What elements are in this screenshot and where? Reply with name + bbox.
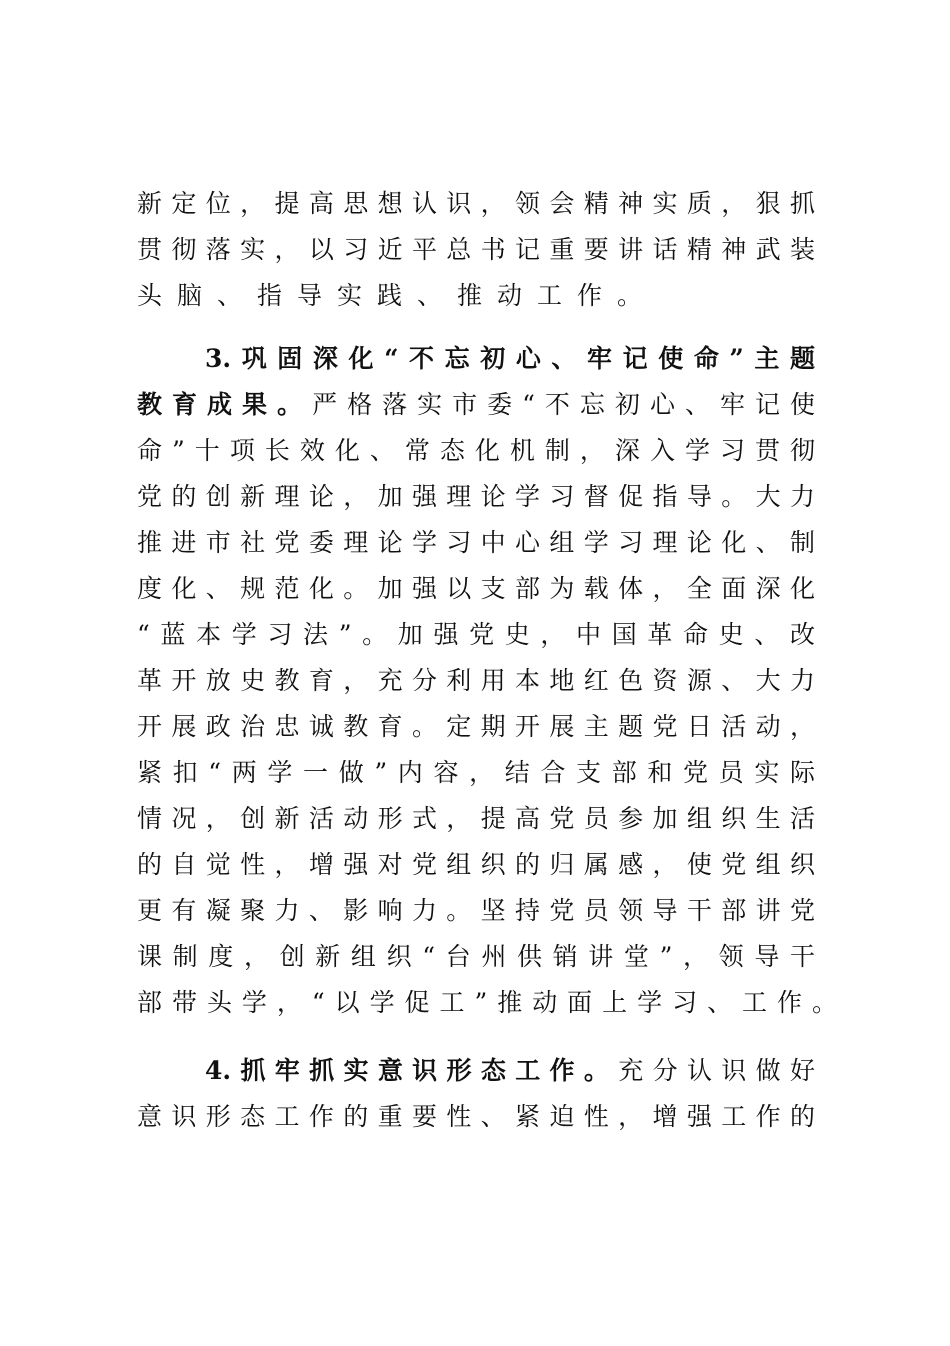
section-heading-4: 4.抓牢抓实意识形态工作。 (205, 1056, 619, 1085)
paragraph-2 (137, 336, 837, 1026)
text-line: 度化、规范化。加强以支部为载体，全面深化 (137, 574, 815, 603)
text-line: 头脑、指导实践、推动工作。 (137, 281, 658, 310)
text-line (137, 382, 815, 428)
text-line (137, 1048, 815, 1094)
text-line: “蓝本学习法”。加强党史，中国革命史、改 (137, 620, 815, 649)
text-line: 革开放史教育，充分利用本地红色资源、大力 (137, 666, 815, 695)
section-heading-3: 3.巩固深化“不忘初心、牢记使命”主题 (205, 344, 815, 373)
text-line: 贯彻落实，以习近平总书记重要讲话精神武装 (137, 235, 815, 264)
text-span: 严格落实市委“不忘初心、牢记使 (312, 390, 815, 419)
text-span: 充分认识做好 (618, 1056, 815, 1085)
text-line: 的自觉性，增强对党组织的归属感，使党组织 (137, 850, 815, 879)
text-line: 党的创新理论，加强理论学习督促指导。大力 (137, 482, 815, 511)
paragraph-1 (137, 181, 815, 319)
paragraph-3 (137, 1048, 815, 1140)
text-line: 推进市社党委理论学习中心组学习理论化、制 (137, 528, 815, 557)
text-line: 新定位，提高思想认识，领会精神实质，狠抓 (137, 189, 815, 218)
text-line: 课制度，创新组织“台州供销讲堂”，领导干 (137, 942, 815, 971)
text-line: 开展政治忠诚教育。定期开展主题党日活动， (137, 712, 815, 741)
text-line: 意识形态工作的重要性、紧迫性，增强工作的 (137, 1102, 815, 1131)
section-heading-3-continued: 教育成果。 (137, 390, 313, 419)
text-line: 紧扣“两学一做”内容，结合支部和党员实际 (137, 758, 815, 787)
text-line: 更有凝聚力、影响力。坚持党员领导干部讲党 (137, 896, 815, 925)
text-line: 命”十项长效化、常态化机制，深入学习贯彻 (137, 436, 815, 465)
text-line: 情况，创新活动形式，提高党员参加组织生活 (137, 804, 815, 833)
text-line: 部带头学，“以学促工”推动面上学习、工作。 (137, 988, 837, 1017)
